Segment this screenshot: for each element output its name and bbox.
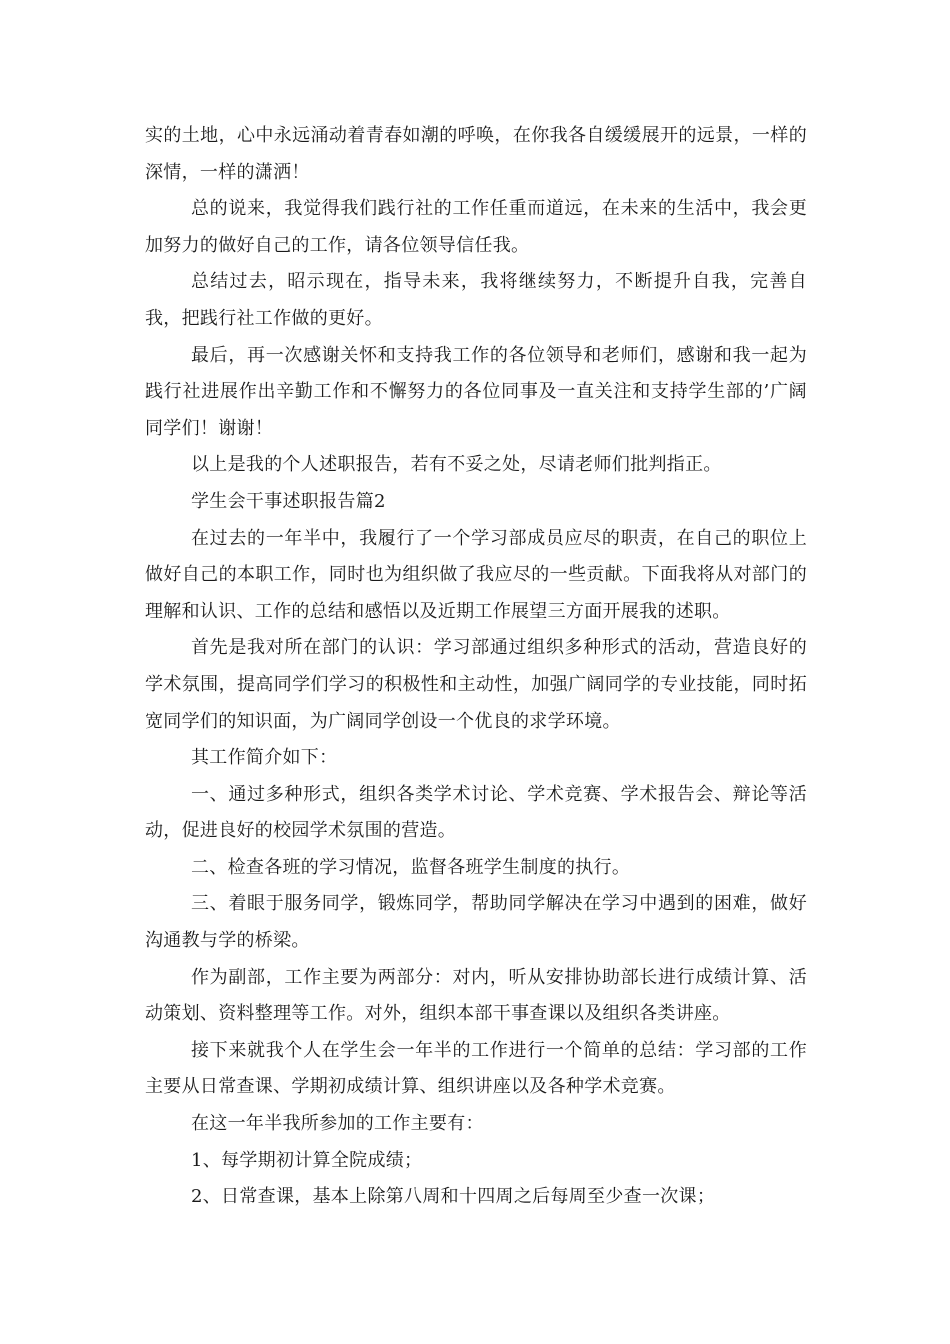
paragraph: 最后，再一次感谢关怀和支持我工作的各位领导和老师们，感谢和我一起为践行社进展作出辛勤工作和不懈努力的各位同事及一直关注和支持学生部的’广阔同学们！谢谢！	[145, 344, 807, 439]
list-item: 二、检查各班的学习情况，监督各班学生制度的执行。	[191, 856, 631, 878]
paragraph: 接下来就我个人在学生会一年半的工作进行一个简单的总结：学习部的工作主要从日常查课、学期初成绩计算、组织讲座以及各种学术竞赛。	[145, 1039, 807, 1098]
document-body	[145, 118, 807, 1216]
paragraph: 首先是我对所在部门的认识：学习部通过组织多种形式的活动，营造良好的学术氛围，提高同学们学习的积极性和主动性，加强广阔同学的专业技能，同时拓宽同学们的知识面，为广阔同学创设一个优良的求学环境。	[145, 637, 807, 732]
section-heading: 学生会干事述职报告篇2	[191, 490, 386, 512]
paragraph: 以上是我的个人述职报告，若有不妥之处，尽请老师们批判指正。	[191, 454, 722, 476]
paragraph: 总结过去，昭示现在，指导未来，我将继续努力，不断提升自我，完善自我，把践行社工作做的更好。	[145, 271, 807, 329]
paragraph: 在这一年半我所参加的工作主要有：	[191, 1113, 484, 1135]
list-item: 一、通过多种形式，组织各类学术讨论、学术竞赛、学术报告会、辩论等活动，促进良好的校园学术氛围的营造。	[145, 783, 807, 842]
paragraph: 作为副部，工作主要为两部分：对内，听从安排协助部长进行成绩计算、活动策划、资料整理等工作。对外，组织本部干事查课以及组织各类讲座。	[145, 966, 807, 1025]
list-item: 三、着眼于服务同学，锻炼同学，帮助同学解决在学习中遇到的困难，做好沟通教与学的桥梁。	[145, 893, 807, 952]
paragraph: 实的土地，心中永远涌动着青春如潮的呼唤，在你我各自缓缓展开的远景，一样的深情，一样的潇洒！	[145, 125, 807, 183]
paragraph: 总的说来，我觉得我们践行社的工作任重而道远，在未来的生活中，我会更加努力的做好自己的工作，请各位领导信任我。	[145, 198, 807, 256]
paragraph: 其工作简介如下：	[191, 747, 338, 769]
list-item: 1、每学期初计算全院成绩；	[191, 1149, 423, 1171]
paragraph: 在过去的一年半中，我履行了一个学习部成员应尽的职责，在自己的职位上做好自己的本职工作，同时也为组织做了我应尽的一些贡献。下面我将从对部门的理解和认识、工作的总结和感悟以及近期工作展望三方面开展我的述职。	[145, 527, 807, 622]
list-item: 2、日常查课，基本上除第八周和十四周之后每周至少查一次课；	[191, 1186, 716, 1208]
